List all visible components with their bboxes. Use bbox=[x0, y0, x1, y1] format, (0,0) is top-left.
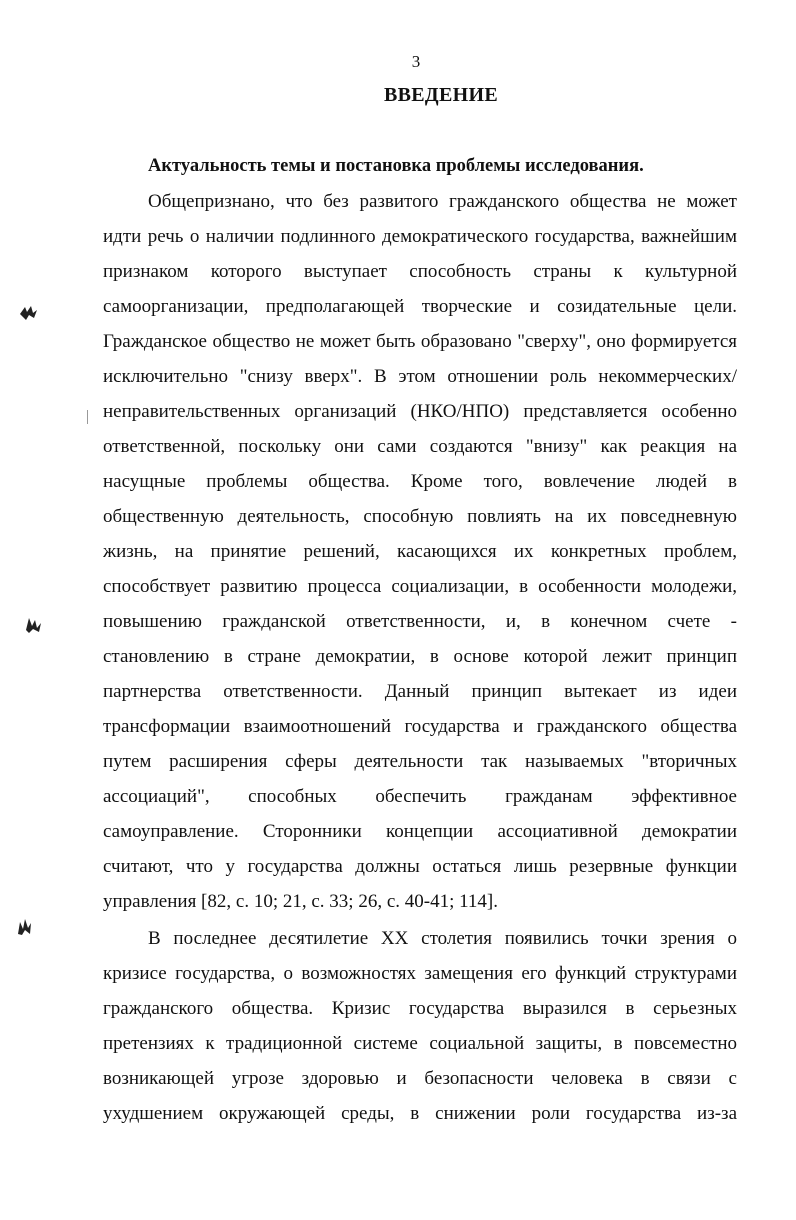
margin-tick bbox=[87, 410, 88, 424]
text-line: общественную деятельность, способную повлиять на их повседневную bbox=[103, 506, 737, 527]
page-number: 3 bbox=[411, 52, 421, 71]
scan-mark-icon bbox=[13, 916, 35, 938]
text-line: ассоциаций", способных обеспечить гражданам эффективное bbox=[103, 786, 737, 807]
text-line: В последнее десятилетие XX столетия появились точки зрения о bbox=[148, 928, 737, 949]
text-line: кризисе государства, о возможностях замещения его функций структурами bbox=[103, 963, 737, 984]
text-line: признаком которого выступает способность страны к культурной bbox=[103, 261, 737, 282]
text-line: управления [82, с. 10; 21, с. 33; 26, с. 40-41; 114]. bbox=[103, 891, 498, 912]
text-line: исключительно "снизу вверх". В этом отношении роль некоммерческих/ bbox=[103, 366, 737, 387]
text-line: неправительственных организаций (НКО/НПО) представляется особенно bbox=[103, 401, 737, 422]
text-line: идти речь о наличии подлинного демократического государства, важнейшим bbox=[103, 226, 737, 247]
text-line: возникающей угрозе здоровью и безопасности человека в связи с bbox=[103, 1068, 737, 1089]
text-line: становлению в стране демократии, в основе которой лежит принцип bbox=[103, 646, 737, 667]
text-line: способствует развитию процесса социализации, в особенности молодежи, bbox=[103, 576, 737, 597]
text-line: путем расширения сферы деятельности так называемых "вторичных bbox=[103, 751, 737, 772]
text-line: самоорганизации, предполагающей творческие и созидательные цели. bbox=[103, 296, 737, 317]
text-line: считают, что у государства должны остаться лишь резервные функции bbox=[103, 856, 737, 877]
text-line: претензиях к традиционной системе социальной защиты, в повсеместно bbox=[103, 1033, 737, 1054]
page-title: ВВЕДЕНИЕ bbox=[384, 84, 498, 106]
text-line: Гражданское общество не может быть образовано "сверху", оно формируется bbox=[103, 331, 737, 352]
text-line: насущные проблемы общества. Кроме того, вовлечение людей в bbox=[103, 471, 737, 492]
text-line: Общепризнано, что без развитого гражданского общества не может bbox=[148, 191, 737, 212]
text-line: ухудшением окружающей среды, в снижении роли государства из-за bbox=[103, 1103, 737, 1124]
text-line: жизнь, на принятие решений, касающихся их конкретных проблем, bbox=[103, 541, 737, 562]
section-subtitle: Актуальность темы и постановка проблемы исследования. bbox=[148, 156, 644, 176]
text-line: повышению гражданской ответственности, и, в конечном счете - bbox=[103, 611, 737, 632]
scan-mark-icon bbox=[22, 614, 44, 636]
text-line: самоуправление. Сторонники концепции ассоциативной демократии bbox=[103, 821, 737, 842]
scan-mark-icon bbox=[17, 302, 39, 324]
text-line: партнерства ответственности. Данный принцип вытекает из идеи bbox=[103, 681, 737, 702]
text-line: трансформации взаимоотношений государства и гражданского общества bbox=[103, 716, 737, 737]
text-line: ответственной, поскольку они сами создаются "внизу" как реакция на bbox=[103, 436, 737, 457]
text-line: гражданского общества. Кризис государства выразился в серьезных bbox=[103, 998, 737, 1019]
